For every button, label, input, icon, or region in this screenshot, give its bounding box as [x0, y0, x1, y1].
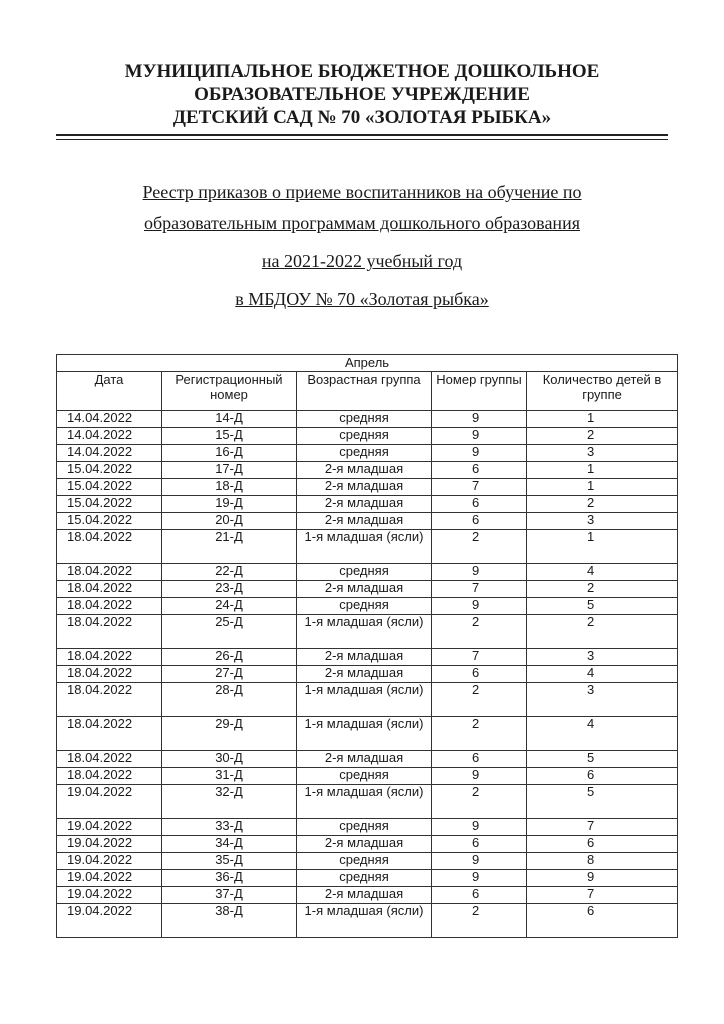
registration-number-cell: 21-Д — [162, 530, 297, 564]
date-cell: 19.04.2022 — [57, 887, 162, 904]
age-group-cell: 2-я младшая — [297, 496, 432, 513]
date-cell: 19.04.2022 — [57, 785, 162, 819]
registration-number-cell: 35-Д — [162, 853, 297, 870]
children-count-cell: 2 — [527, 615, 678, 649]
children-count-cell: 4 — [527, 564, 678, 581]
institution-header — [0, 60, 724, 129]
registration-number-cell: 33-Д — [162, 819, 297, 836]
table-row — [57, 513, 678, 530]
table-row — [57, 904, 678, 938]
children-count-cell: 5 — [527, 751, 678, 768]
registration-number-cell: 22-Д — [162, 564, 297, 581]
table-row — [57, 411, 678, 428]
table-row — [57, 819, 678, 836]
column-header-age-group: Возрастная группа — [297, 372, 432, 411]
date-cell: 15.04.2022 — [57, 496, 162, 513]
column-header-children-count: Количество детей в группе — [527, 372, 678, 411]
age-group-cell: 2-я младшая — [297, 751, 432, 768]
date-cell: 19.04.2022 — [57, 836, 162, 853]
table-row — [57, 649, 678, 666]
table-row — [57, 496, 678, 513]
registration-number-cell: 20-Д — [162, 513, 297, 530]
registration-number-cell: 16-Д — [162, 445, 297, 462]
institution-name-line-3: ДЕТСКИЙ САД № 70 «ЗОЛОТАЯ РЫБКА» — [172, 107, 552, 128]
registration-number-cell: 15-Д — [162, 428, 297, 445]
date-cell: 18.04.2022 — [57, 598, 162, 615]
children-count-cell: 4 — [527, 717, 678, 751]
table-body — [57, 411, 678, 938]
date-cell: 19.04.2022 — [57, 819, 162, 836]
children-count-cell: 7 — [527, 819, 678, 836]
group-number-cell: 9 — [432, 853, 527, 870]
age-group-cell: 2-я младшая — [297, 462, 432, 479]
group-number-cell: 9 — [432, 598, 527, 615]
age-group-cell: средняя — [297, 768, 432, 785]
age-group-cell: 1-я младшая (ясли) — [297, 530, 432, 564]
registration-number-cell: 17-Д — [162, 462, 297, 479]
group-number-cell: 9 — [432, 445, 527, 462]
children-count-cell: 3 — [527, 513, 678, 530]
age-group-cell: 2-я младшая — [297, 649, 432, 666]
document-title-line-1: Реестр приказов о приеме воспитанников на обучение по — [142, 182, 582, 202]
registration-number-cell: 34-Д — [162, 836, 297, 853]
registration-number-cell: 23-Д — [162, 581, 297, 598]
group-number-cell: 9 — [432, 428, 527, 445]
group-number-cell: 2 — [432, 615, 527, 649]
table-row — [57, 581, 678, 598]
group-number-cell: 7 — [432, 649, 527, 666]
group-number-cell: 9 — [432, 870, 527, 887]
group-number-cell: 6 — [432, 513, 527, 530]
institution-name-line-1: МУНИЦИПАЛЬНОЕ БЮДЖЕТНОЕ ДОШКОЛЬНОЕ — [124, 61, 600, 82]
admission-orders-table — [56, 354, 678, 938]
table-row — [57, 445, 678, 462]
children-count-cell: 9 — [527, 870, 678, 887]
group-number-cell: 2 — [432, 785, 527, 819]
registration-number-cell: 37-Д — [162, 887, 297, 904]
date-cell: 18.04.2022 — [57, 717, 162, 751]
registration-number-cell: 19-Д — [162, 496, 297, 513]
table-row — [57, 598, 678, 615]
date-cell: 18.04.2022 — [57, 751, 162, 768]
table-row — [57, 870, 678, 887]
children-count-cell: 8 — [527, 853, 678, 870]
registration-number-cell: 38-Д — [162, 904, 297, 938]
age-group-cell: средняя — [297, 411, 432, 428]
registration-number-cell: 31-Д — [162, 768, 297, 785]
children-count-cell: 6 — [527, 836, 678, 853]
column-header-group-number: Номер группы — [432, 372, 527, 411]
group-number-cell: 2 — [432, 530, 527, 564]
children-count-cell: 3 — [527, 683, 678, 717]
table-row — [57, 683, 678, 717]
table-row — [57, 717, 678, 751]
registration-number-cell: 25-Д — [162, 615, 297, 649]
column-header-date: Дата — [57, 372, 162, 411]
date-cell: 18.04.2022 — [57, 666, 162, 683]
children-count-cell: 3 — [527, 649, 678, 666]
age-group-cell: средняя — [297, 445, 432, 462]
group-number-cell: 7 — [432, 479, 527, 496]
age-group-cell: средняя — [297, 853, 432, 870]
month-header: Апрель — [57, 355, 678, 372]
registration-number-cell: 18-Д — [162, 479, 297, 496]
age-group-cell: 2-я младшая — [297, 887, 432, 904]
group-number-cell: 6 — [432, 887, 527, 904]
group-number-cell: 7 — [432, 581, 527, 598]
date-cell: 14.04.2022 — [57, 428, 162, 445]
institution-name-line-2: ОБРАЗОВАТЕЛЬНОЕ УЧРЕЖДЕНИЕ — [194, 84, 530, 105]
children-count-cell: 1 — [527, 411, 678, 428]
age-group-cell: 1-я младшая (ясли) — [297, 615, 432, 649]
table-row — [57, 751, 678, 768]
group-number-cell: 6 — [432, 462, 527, 479]
group-number-cell: 6 — [432, 496, 527, 513]
children-count-cell: 5 — [527, 598, 678, 615]
date-cell: 19.04.2022 — [57, 853, 162, 870]
date-cell: 15.04.2022 — [57, 462, 162, 479]
table-row — [57, 530, 678, 564]
registration-number-cell: 36-Д — [162, 870, 297, 887]
children-count-cell: 5 — [527, 785, 678, 819]
registration-number-cell: 27-Д — [162, 666, 297, 683]
group-number-cell: 6 — [432, 751, 527, 768]
table-row — [57, 785, 678, 819]
registration-number-cell: 32-Д — [162, 785, 297, 819]
date-cell: 14.04.2022 — [57, 411, 162, 428]
header-divider-thick — [56, 134, 668, 136]
date-cell: 18.04.2022 — [57, 564, 162, 581]
age-group-cell: средняя — [297, 564, 432, 581]
registration-number-cell: 14-Д — [162, 411, 297, 428]
registration-number-cell: 29-Д — [162, 717, 297, 751]
date-cell: 18.04.2022 — [57, 649, 162, 666]
table-row — [57, 768, 678, 785]
registration-number-cell: 26-Д — [162, 649, 297, 666]
date-cell: 18.04.2022 — [57, 581, 162, 598]
age-group-cell: 2-я младшая — [297, 836, 432, 853]
group-number-cell: 9 — [432, 768, 527, 785]
date-cell: 15.04.2022 — [57, 513, 162, 530]
column-header-registration-number: Регистрационный номер — [162, 372, 297, 411]
academic-year-line: на 2021-2022 учебный год — [261, 251, 463, 271]
registration-number-cell: 24-Д — [162, 598, 297, 615]
age-group-cell: 1-я младшая (ясли) — [297, 683, 432, 717]
group-number-cell: 9 — [432, 411, 527, 428]
table-row — [57, 853, 678, 870]
institution-short-line: в МБДОУ № 70 «Золотая рыбка» — [235, 289, 489, 309]
children-count-cell: 1 — [527, 530, 678, 564]
age-group-cell: 2-я младшая — [297, 581, 432, 598]
age-group-cell: средняя — [297, 819, 432, 836]
table-row — [57, 615, 678, 649]
children-count-cell: 6 — [527, 904, 678, 938]
age-group-cell: 2-я младшая — [297, 479, 432, 496]
group-number-cell: 9 — [432, 564, 527, 581]
date-cell: 14.04.2022 — [57, 445, 162, 462]
children-count-cell: 6 — [527, 768, 678, 785]
group-number-cell: 2 — [432, 683, 527, 717]
children-count-cell: 4 — [527, 666, 678, 683]
children-count-cell: 2 — [527, 496, 678, 513]
group-number-cell: 2 — [432, 717, 527, 751]
children-count-cell: 1 — [527, 462, 678, 479]
table-row — [57, 836, 678, 853]
header-divider-thin — [56, 139, 668, 140]
date-cell: 18.04.2022 — [57, 615, 162, 649]
date-cell: 18.04.2022 — [57, 768, 162, 785]
age-group-cell: средняя — [297, 428, 432, 445]
children-count-cell: 2 — [527, 428, 678, 445]
date-cell: 15.04.2022 — [57, 479, 162, 496]
date-cell: 18.04.2022 — [57, 683, 162, 717]
registration-number-cell: 30-Д — [162, 751, 297, 768]
date-cell: 19.04.2022 — [57, 870, 162, 887]
document-title-line-2: образовательным программам дошкольного образования — [144, 213, 580, 233]
group-number-cell: 2 — [432, 904, 527, 938]
table-row — [57, 564, 678, 581]
registration-number-cell: 28-Д — [162, 683, 297, 717]
table-row — [57, 428, 678, 445]
age-group-cell: 1-я младшая (ясли) — [297, 717, 432, 751]
children-count-cell: 2 — [527, 581, 678, 598]
date-cell: 18.04.2022 — [57, 530, 162, 564]
table-row — [57, 479, 678, 496]
table-row — [57, 887, 678, 904]
children-count-cell: 7 — [527, 887, 678, 904]
table-row — [57, 462, 678, 479]
date-cell: 19.04.2022 — [57, 904, 162, 938]
children-count-cell: 3 — [527, 445, 678, 462]
group-number-cell: 9 — [432, 819, 527, 836]
group-number-cell: 6 — [432, 666, 527, 683]
age-group-cell: 2-я младшая — [297, 513, 432, 530]
group-number-cell: 6 — [432, 836, 527, 853]
age-group-cell: 2-я младшая — [297, 666, 432, 683]
children-count-cell: 1 — [527, 479, 678, 496]
age-group-cell: 1-я младшая (ясли) — [297, 785, 432, 819]
age-group-cell: 1-я младшая (ясли) — [297, 904, 432, 938]
table-row — [57, 666, 678, 683]
age-group-cell: средняя — [297, 598, 432, 615]
age-group-cell: средняя — [297, 870, 432, 887]
